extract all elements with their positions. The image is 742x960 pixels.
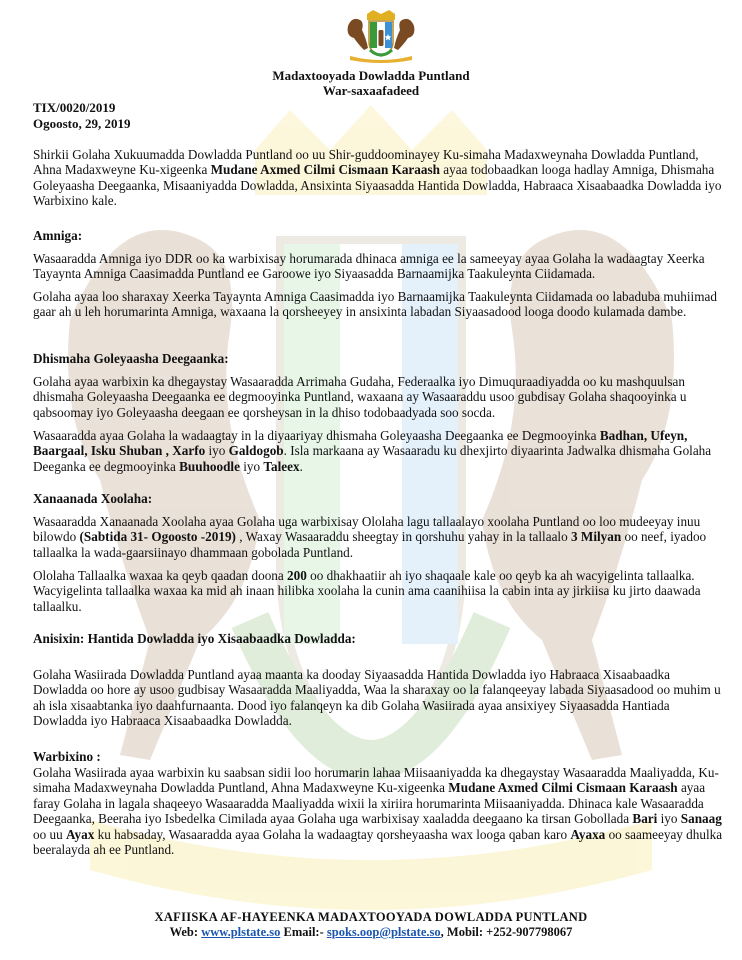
xoolaha-paragraph-2 (33, 568, 723, 614)
text: ayaa faray Golaha in lagala shaqeeyo Wasaaradda Maaliyadda wixii la xiriira horumarinta Miisaaniyadda. Dhinaca kale Wasaaradda Deegaanka, Beeraha iyo Isbedelka Cimilada ayaa Golaha uga warbixisay xaaladda deegaano ka tirsan Gobollada (33, 780, 706, 827)
intro-text: ayaa todobaadkan looga hadlay Amniga, Dhismaha Goleyaasha Deegaanka, Misaaniyadda Dowladda, Ansixinta Siyaasadda Hantida Dowladda, Habraaca Xisaabaadka Dowladda iyo Warbixino kale. (33, 162, 722, 209)
section-heading-dhismaha: Dhismaha Goleyaasha Deegaanka: (33, 351, 229, 366)
email-label: Email:- (280, 925, 327, 939)
release-date: Ogoosto, 29, 2019 (33, 116, 131, 131)
text: Ololaha Tallaalka waxaa ka qeyb qaadan doona (33, 568, 288, 583)
text: oo neef, iyadoo tallaalka la wada-gaarsiinayo dhammaan gobolada Puntland. (33, 529, 707, 560)
footer-office: XAFIISKA AF-HAYEENKA MADAXTOOYADA DOWLADDA PUNTLAND (154, 910, 588, 924)
region-name: Bari (632, 811, 658, 827)
text: iyo (205, 443, 229, 459)
xoolaha-paragraph-1 (33, 514, 723, 560)
doctor-count: 200 (287, 568, 307, 583)
text: Wasaaradda ayaa Golaha la wadaagtay in la diyaariyay dhismaha Goleyaasha Deegaanka ee Degmooyinka (33, 428, 600, 443)
district-name: Taleex (263, 458, 300, 474)
text: Wasaaradda Xanaanada Xoolaha ayaa Golaha uga warbixisay Ololaha lagu tallaalayo xoolaha Puntland oo loo mudeeyay inuu bilowdo (33, 514, 701, 545)
region-name: Sanaag (680, 811, 722, 827)
text: oo dhakhaatiir ah iyo shaqaale kale oo qeyb ka ah wacyigelinta tallaalka. Wacyigelinta tallaalka waxaa ka mid ah inaan hilibka xoolaha la cunin ama caanihiisa la cabin inta ay jirkiisa ku jirto daawada tallaalku. (33, 568, 701, 614)
office-title: Madaxtooyada Dowladda Puntland (272, 68, 470, 83)
text: oo uu (33, 826, 66, 842)
text: ku habsaday, Wasaaradda ayaa Golaha la wadaagtay qorsheyaasha wax looga qaban karo (94, 826, 571, 842)
text: iyo (239, 458, 264, 474)
official-name: Mudane Axmed Cilmi Cismaan Karaash (448, 780, 678, 796)
start-date: (Sabtida 31- Ogoosto -2019) (79, 529, 236, 545)
amniga-paragraph-1: Wasaaradda Amniga iyo DDR oo ka warbixisay horumarada dhinaca amniga ee la sameeyay ayaa Golaha la wadaagtay Xeerka Tayaynta Amniga Caasimadda Puntland ee Garoowe iyo Siyaasadda Barnaamijka Taakuleynta Ciidamada. (33, 251, 705, 282)
web-label: Web: (169, 925, 202, 939)
text: oo saameeyay dhulka beeralayda ah ee Puntland. (33, 826, 723, 858)
email-link[interactable]: spoks.oop@plstate.so (326, 925, 441, 939)
text: Golaha Wasiirada ayaa warbixin ku saabsan sidii loo horumarin lahaa Miisaaniyadda ka dhegaystay Wasaaradda Maaliyadda, Ku-simaha Madaxweynaha Dowladda Puntland, Ahna Madaxweyne Ku-xigeenka (33, 765, 719, 796)
section-heading-xoolaha: Xanaanada Xoolaha: (33, 491, 153, 506)
text: . Isla markaana ay Wasaaradu ku dhexjirto diyaarinta Jadwalka dhismaha Golaha Deeganka ee degmooyinka (33, 443, 712, 474)
section-heading-warbixino: Warbixino : (33, 749, 101, 764)
coat-of-arms-icon (340, 8, 422, 64)
reference-block (33, 100, 131, 132)
section-heading-anisixin: Anisixin: Hantida Dowladda iyo Xisaabaadka Dowladda: (33, 631, 356, 646)
district-name: Galdogob (228, 443, 284, 459)
mobile-number: , Mobil: +252-907798067 (440, 925, 573, 939)
intro-paragraph (33, 147, 723, 209)
dhismaha-paragraph-2 (33, 428, 723, 474)
website-link[interactable]: www.plstate.so (201, 925, 281, 939)
warbixino-paragraph (33, 765, 723, 857)
footer-contact (0, 925, 742, 940)
pest-name: Ayaxa (570, 826, 606, 842)
document-type: War-saxaafadeed (322, 83, 420, 98)
district-name: Buuhoodle (179, 458, 240, 474)
dhismaha-paragraph-1: Golaha ayaa warbixin ka dhegaystay Wasaaradda Arrimaha Gudaha, Federaalka iyo Dimuquraadiyadda oo ku mashquulsan dhismaha Goleyaasha Deegaanka ee degmooyinka Puntland, waxaana ay Wasaaraddu usoo gubdisay Golaha shaqooyinka u qabsoomay iyo Goleyaasha deegaan ee qorsheysan in la dhiso todobaadyada soo socda. (33, 374, 687, 420)
livestock-count: 3 Milyan (570, 529, 622, 545)
official-name: Mudane Axmed Cilmi Cismaan Karaash (210, 162, 440, 178)
text: . (299, 458, 303, 474)
section-heading-amniga: Amniga: (33, 228, 83, 243)
text: , Waxay Wasaaraddu sheegtay in qorshuhu yahay in la tallaalo (235, 529, 571, 545)
district-names: Badhan, Ufeyn, Baargaal, Isku Shuban , Xarfo (33, 428, 688, 459)
text: iyo (657, 811, 681, 827)
amniga-paragraph-2: Golaha ayaa loo sharaxay Xeerka Tayaynta Amniga Caasimadda iyo Barnaamijka Taakuleynta Ciidamada oo labaduba muhiimad gaar ah u leh horumarinta Amniga, waxaana la qorsheeyey in ansixinta labadan Siyaasadood looga doodo kulamada dambe. (33, 289, 717, 320)
pest-name: Ayax (65, 826, 95, 842)
intro-text: Shirkii Golaha Xukuumadda Dowladda Puntland oo uu Shir-guddoominayey Ku-simaha Madaxweynaha Dowladda Puntland, Ahna Madaxweyne Ku-xigeenka (33, 147, 699, 178)
reference-number: TIX/0020/2019 (33, 100, 116, 115)
anisixin-paragraph: Golaha Wasiirada Dowladda Puntland ayaa maanta ka dooday Siyaasadda Hantida Dowladda iyo Habraaca Xisaabaadka Dowladda oo hore ay usoo gudbisay Wasaaradda Maaliyadda, Waa la sharaxay oo la falanqeeyay labada Siyaasadood oo muhim u ah isla xisaabtanka iyo daahfurnaanta. Dood iyo falanqeyn ka dib Golaha Wasiirada ayaa ansixiyey Siyaasadda Hantiada Dowladda iyo Habraaca Xisaabaadka Dowladda. (33, 667, 721, 729)
